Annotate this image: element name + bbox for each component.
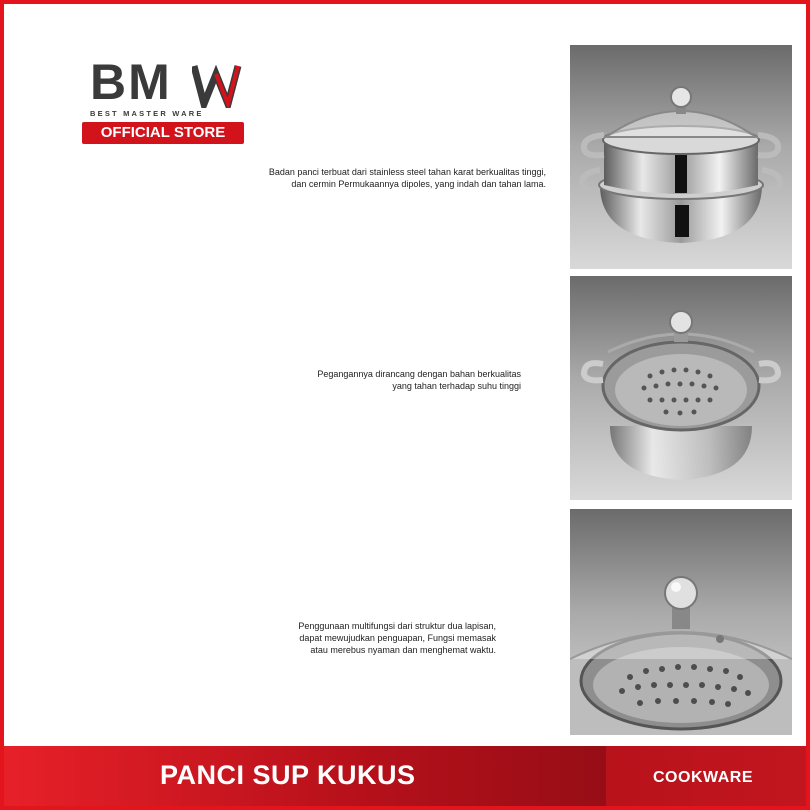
description-line: atau merebus nyaman dan menghemat waktu. xyxy=(310,645,496,655)
steamer-pot-icon xyxy=(570,45,792,269)
bottom-banner xyxy=(4,746,810,810)
description-line: dan cermin Permukaannya dipoles, yang indah dan tahan lama. xyxy=(291,179,546,189)
description-line: Penggunaan multifungsi dari struktur dua lapisan, xyxy=(298,621,496,631)
steamer-closeup-icon xyxy=(570,509,792,735)
logo-w-mark-icon xyxy=(192,60,242,108)
product-photo-tray xyxy=(570,276,792,500)
steamer-tray-icon xyxy=(570,276,792,500)
description-line: dapat mewujudkan penguapan, Fungsi memasak xyxy=(299,633,496,643)
brand-logo xyxy=(82,56,247,146)
description-line: yang tahan terhadap suhu tinggi xyxy=(392,381,521,391)
banner-title: PANCI SUP KUKUS xyxy=(160,760,416,790)
logo-tagline: BEST MASTER WARE xyxy=(90,109,204,118)
description-line: Pegangannya dirancang dengan bahan berkualitas xyxy=(317,369,521,379)
description-handle xyxy=(317,368,521,392)
description-line: Badan panci terbuat dari stainless steel tahan karat berkualitas tinggi, xyxy=(268,167,546,177)
banner-subtitle: COOKWARE xyxy=(653,769,753,786)
product-photo-closeup xyxy=(570,509,792,735)
description-multifunction xyxy=(298,620,496,656)
official-store-badge: OFFICIAL STORE xyxy=(82,122,244,144)
description-body-material xyxy=(269,166,546,190)
logo-letters: BM xyxy=(90,54,172,110)
product-photo-pot xyxy=(570,45,792,269)
